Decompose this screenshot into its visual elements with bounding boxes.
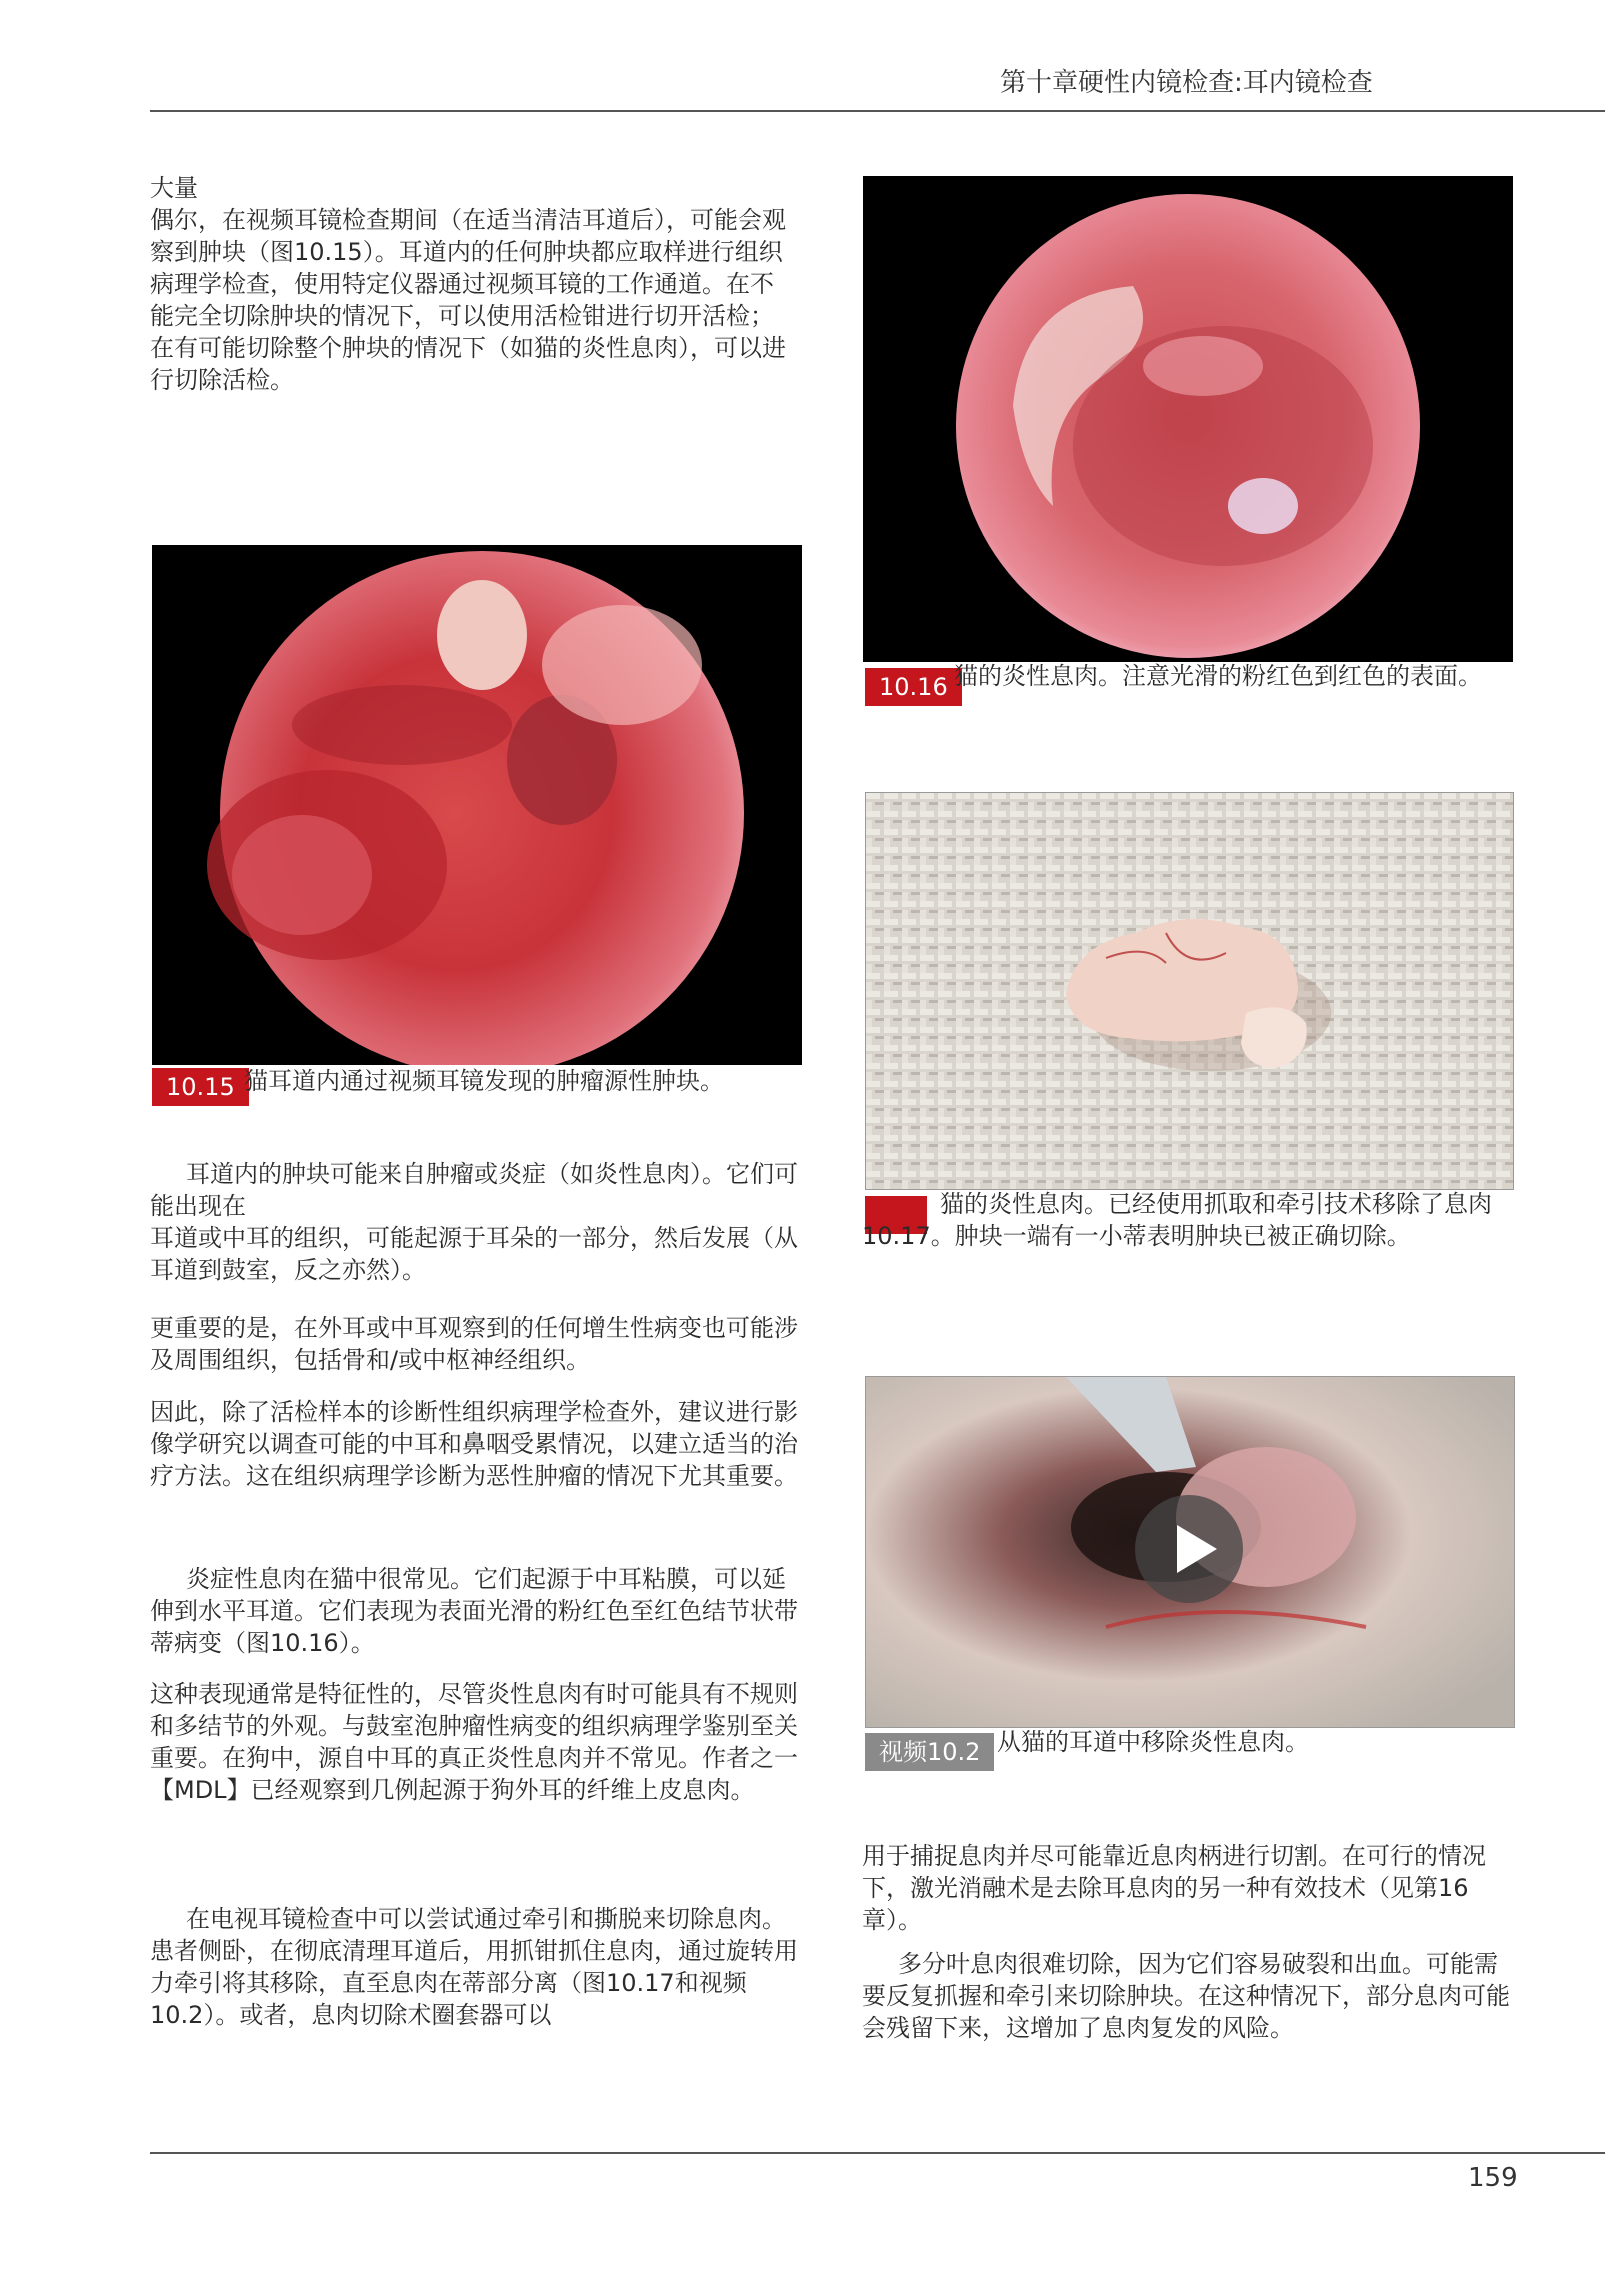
left-paragraph-7-block	[150, 1903, 800, 2031]
paragraph-2a: 耳道内的肿块可能来自肿瘤或炎症（如炎性息肉）。它们可能出现在	[150, 1160, 798, 1220]
right-column-text	[862, 1840, 1512, 2044]
paragraph-5: 炎症性息肉在猫中很常见。它们起源于中耳粘膜，可以延伸到水平耳道。它们表现为表面光滑的粉红色至红色结节状带蒂病变（图10.16）。	[150, 1565, 798, 1657]
section-heading: 大量	[150, 174, 198, 202]
video-10-2-badge: 视频10.2	[865, 1733, 994, 1771]
figure-10-15-badge: 10.15	[152, 1068, 249, 1106]
chapter-header: 第十章硬性内镜检查:耳内镜检查	[1000, 68, 1373, 98]
left-paragraph-6-block	[150, 1678, 800, 1806]
figure-10-16-caption: 猫的炎性息肉。注意光滑的粉红色到红色的表面。	[954, 662, 1482, 690]
figure-10-16-image	[863, 176, 1513, 662]
paragraph-4: 因此，除了活检样本的诊断性组织病理学检查外，建议进行影像学研究以调查可能的中耳和鼻咽受累情况，以建立适当的治疗方法。这在组织病理学诊断为恶性肿瘤的情况下尤其重要。	[150, 1398, 798, 1490]
figure-10-17-caption-text: 肿块一端有一小蒂表明肿块已被正确切除。	[954, 1222, 1411, 1250]
figure-10-17-label: 10.17。	[862, 1222, 955, 1250]
figure-10-17-image	[865, 792, 1514, 1190]
paragraph-6: 这种表现通常是特征性的，尽管炎性息肉有时可能具有不规则和多结节的外观。与鼓室泡肿瘤性病变的组织病理学鉴别至关重要。在狗中，源自中耳的真正炎性息肉并不常见。作者之一【MDL】已经观察到几例起源于狗外耳的纤维上皮息肉。	[150, 1680, 798, 1804]
left-paragraph-4-block	[150, 1396, 800, 1492]
paragraph-7: 在电视耳镜检查中可以尝试通过牵引和撕脱来切除息肉。患者侧卧，在彻底清理耳道后，用抓钳抓住息肉，通过旋转用力牵引将其移除，直至息肉在蒂部分离（图10.17和视频10.2）。或者，息肉切除术圈套器可以	[150, 1905, 798, 2029]
paragraph-3: 更重要的是，在外耳或中耳观察到的任何增生性病变也可能涉及周围组织，包括骨和/或中枢神经组织。	[150, 1314, 798, 1374]
play-icon	[1135, 1495, 1243, 1603]
footer-rule	[150, 2152, 1605, 2154]
paragraph-1: 偶尔，在视频耳镜检查期间（在适当清洁耳道后），可能会观察到肿块（图10.15）。耳道内的任何肿块都应取样进行组织病理学检查，使用特定仪器通过视频耳镜的工作通道。在不能完全切除肿块的情况下，可以使用活检钳进行切开活检；在有可能切除整个肿块的情况下（如猫的炎性息肉），可以进行切除活检。	[150, 206, 786, 394]
figure-10-15-caption: 猫耳道内通过视频耳镜发现的肿瘤源性肿块。	[244, 1067, 724, 1095]
figure-10-17-caption-line-1: 猫的炎性息肉。已经使用抓取和牵引技术移除了息肉	[940, 1190, 1492, 1218]
page-number: 159	[1468, 2163, 1518, 2193]
figure-10-17-caption	[862, 1188, 1522, 1252]
play-button[interactable]	[1135, 1495, 1243, 1603]
figure-10-16-badge: 10.16	[865, 668, 962, 706]
left-paragraph-3-block	[150, 1312, 800, 1376]
left-paragraph-5-block	[150, 1563, 800, 1659]
video-10-2-caption: 从猫的耳道中移除炎性息肉。	[997, 1728, 1309, 1756]
left-column-top	[150, 172, 795, 396]
figure-10-15-image	[152, 545, 802, 1065]
paragraph-2b: 耳道或中耳的组织，可能起源于耳朵的一部分，然后发展（从耳道到鼓室，反之亦然）。	[150, 1224, 798, 1284]
right-paragraph-2: 多分叶息肉很难切除，因为它们容易破裂和出血。可能需要反复抓握和牵引来切除肿块。在这种情况下，部分息肉可能会残留下来，这增加了息肉复发的风险。	[862, 1950, 1510, 2042]
figure-10-17-caption-line-2	[862, 1220, 1522, 1252]
header-rule	[150, 110, 1605, 112]
right-paragraph-1: 用于捕捉息肉并尽可能靠近息肉柄进行切割。在可行的情况下，激光消融术是去除耳息肉的另一种有效技术（见第16章）。	[862, 1842, 1486, 1934]
left-column-middle	[150, 1158, 800, 1286]
